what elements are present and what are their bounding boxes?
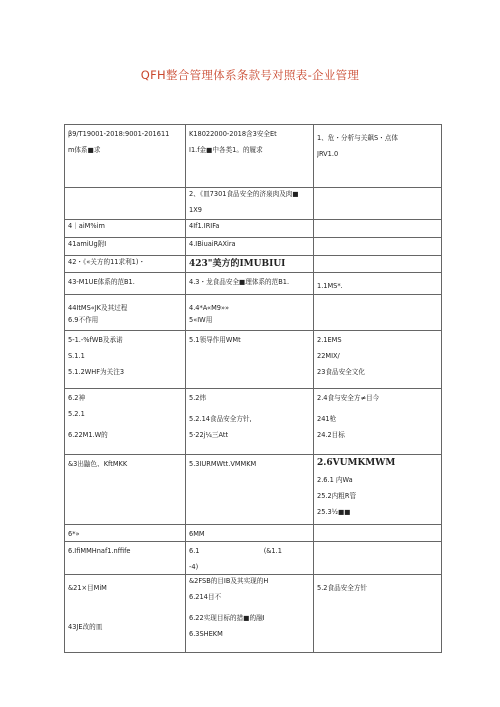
cell-col1 <box>65 220 186 238</box>
cell-col2 <box>186 256 314 273</box>
cell-line: 241枪 <box>317 415 337 424</box>
cell-line: 6.IfiMMHnaf1.nffife <box>68 547 131 556</box>
cell-line: 4.IBiuaiRAXira <box>189 240 236 248</box>
cell-col3 <box>314 574 442 652</box>
cell-col1 <box>65 256 186 273</box>
cell-line: 4｜aiM%im <box>68 222 105 230</box>
cell-line: 6.2神 <box>68 394 86 403</box>
cell-line: -4) <box>189 563 199 572</box>
clause-ref: (&1.1 <box>263 547 282 556</box>
cell-line: I1.f金■中各类1。的履求 <box>189 145 263 154</box>
cell-line: 5.1.2WHF为关注3 <box>68 367 125 376</box>
table-row <box>65 125 442 188</box>
cell-col1 <box>65 238 186 256</box>
cell-col2 <box>186 220 314 238</box>
cell-line: &3出鼬色、KftMKK <box>68 460 128 469</box>
cell-line: 2.6VUMKMWM <box>317 458 396 469</box>
cell-col2 <box>186 331 314 389</box>
cell-col3 <box>314 188 442 220</box>
cell-line: 5.1领导作用WMt <box>189 336 241 345</box>
cell-col1 <box>65 574 186 652</box>
cell-line: 5.2食品安全方针 <box>317 583 368 592</box>
cell-col1 <box>65 295 186 331</box>
cell-line: JRV1.0 <box>317 149 339 158</box>
cell-line: 5.2.14食品安全方针, <box>189 415 252 424</box>
cell-line: 22MIX/ <box>317 352 340 361</box>
cell-col2 <box>186 455 314 525</box>
cell-col3 <box>314 525 442 542</box>
clause-number: 6.1 <box>189 547 200 556</box>
cell-line: &2FSB的目IB及其实现的H <box>189 576 269 585</box>
cell-line: 6.214目不 <box>189 592 222 601</box>
cell-line: 5-1.-%fWB及承诺 <box>68 336 123 345</box>
cell-line: S.1.1 <box>68 352 85 361</box>
cell-line: 42・《«关方的11求利1)・ <box>68 258 146 266</box>
cell-line: 43JE改的皿 <box>68 622 103 631</box>
table-row <box>65 256 442 273</box>
cell-line: 41amiUg附I <box>68 240 107 248</box>
document-title: QFH整合管理体系条款号对照表-企业管理 <box>140 68 360 82</box>
cell-line: 4If1.IRIFa <box>189 222 220 230</box>
cell-line <box>189 547 310 556</box>
cell-col2 <box>186 273 314 295</box>
cell-col2 <box>186 295 314 331</box>
cell-col3 <box>314 238 442 256</box>
cell-col3 <box>314 455 442 525</box>
cell-line: m体系■求 <box>68 145 101 154</box>
cell-col1 <box>65 525 186 542</box>
cell-line: 43-M1UE体系的范B1. <box>68 278 135 287</box>
table-row <box>65 238 442 256</box>
table-row <box>65 188 442 220</box>
cell-line: 23食品安全文化 <box>317 367 365 376</box>
cell-line: 6MM <box>189 530 205 539</box>
table-row <box>65 525 442 542</box>
cell-line: 2.1EMS <box>317 336 342 345</box>
table-row <box>65 331 442 389</box>
cell-line: 6*» <box>68 530 80 539</box>
cell-col3 <box>314 542 442 575</box>
cell-line: 6.22M1.W的 <box>68 430 108 439</box>
cell-line: &21×目MiM <box>68 583 107 592</box>
cell-line: 5·22j¼三Att <box>189 430 229 439</box>
cell-col2 <box>186 525 314 542</box>
cell-col1 <box>65 542 186 575</box>
cell-line: 24.2目标 <box>317 430 345 439</box>
cell-col3 <box>314 389 442 455</box>
cell-line: 2.4食与安全方≠目今 <box>317 394 380 403</box>
cell-line: 44ItMS«JK及其过程 <box>68 304 128 313</box>
table-row <box>65 542 442 575</box>
cell-line: 1、危・分析与关飙S・点体 <box>317 134 398 142</box>
cell-col3 <box>314 273 442 295</box>
cell-col3 <box>314 220 442 238</box>
table-row <box>65 273 442 295</box>
table-row <box>65 574 442 652</box>
cell-line: 4.3・龙食品安全■理体系的范B1. <box>189 278 290 287</box>
cell-line: 423"美方的IMUBIUI <box>189 259 286 269</box>
cell-line: 25.2内粗R管 <box>317 492 357 501</box>
cell-line: 25.3½■■ <box>317 508 351 517</box>
cell-line: 5.2.1 <box>68 410 85 419</box>
cell-col2 <box>186 238 314 256</box>
cell-line: 6.22实现目标的措■的融I <box>189 613 265 622</box>
cell-col1 <box>65 125 186 188</box>
table-row <box>65 220 442 238</box>
cell-line: K18022000-2018含3安全Et <box>189 130 277 138</box>
cell-col2 <box>186 574 314 652</box>
cell-col3 <box>314 256 442 273</box>
cell-line: 5«IW用 <box>189 316 213 325</box>
cell-col2 <box>186 542 314 575</box>
table-body <box>65 125 442 653</box>
cell-line: 1X9 <box>189 205 202 214</box>
cell-line: 6.3SHEKM <box>189 629 223 638</box>
cell-col3 <box>314 125 442 188</box>
cell-col2 <box>186 188 314 220</box>
cell-line: 6.9不作用 <box>68 316 99 325</box>
cell-line: 4.4*A«M9»» <box>189 304 230 313</box>
cell-col2 <box>186 125 314 188</box>
table-row <box>65 389 442 455</box>
cell-col3 <box>314 295 442 331</box>
cell-line: β9/T19001-2018:9001-201611 <box>68 130 170 138</box>
cell-line: 1.1MS*. <box>317 282 343 291</box>
cell-col1 <box>65 331 186 389</box>
cell-line: 2.6.1 内Wa <box>317 476 353 485</box>
table-row <box>65 295 442 331</box>
cell-col1 <box>65 273 186 295</box>
cell-col1 <box>65 455 186 525</box>
table-row <box>65 455 442 525</box>
clause-comparison-table <box>64 124 442 653</box>
cell-line: 5.3IURMWtt.VMMKM <box>189 460 257 469</box>
cell-line: 5.2炜 <box>189 394 207 403</box>
cell-col3 <box>314 331 442 389</box>
cell-col2 <box>186 389 314 455</box>
cell-col1 <box>65 188 186 220</box>
cell-col1 <box>65 389 186 455</box>
cell-line: 2、《皿7301食品安全的济泉肉及肉■ <box>189 190 299 198</box>
